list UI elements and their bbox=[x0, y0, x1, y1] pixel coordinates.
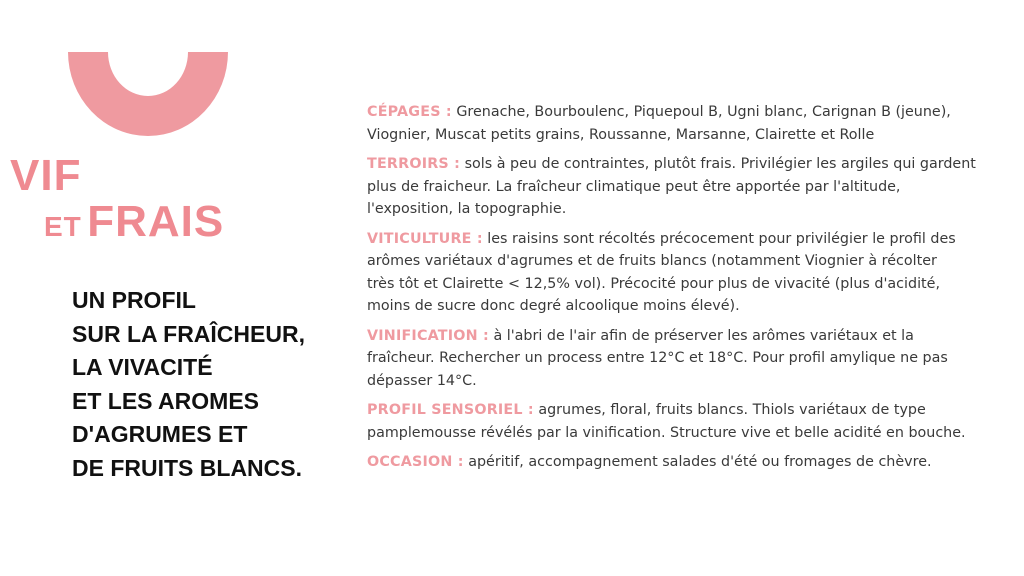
title-vif: VIF bbox=[10, 151, 82, 200]
title-et: ET bbox=[44, 211, 82, 242]
spec-label: VINIFICATION : bbox=[367, 327, 489, 344]
spec-text: fraîcheur. Rechercher un process entre 12°C et 18°C. Pour profil amylique ne pas bbox=[367, 350, 948, 366]
spec-label: VITICULTURE : bbox=[367, 230, 483, 247]
spec-vinification bbox=[367, 325, 1007, 393]
profile-heading-line: SUR LA FRAÎCHEUR, bbox=[72, 320, 305, 347]
spec-list bbox=[367, 101, 1007, 481]
spec-text: très tôt et Clairette < 12,5% vol). Précocité pour plus de vivacité (plus d'acidité, bbox=[367, 275, 940, 292]
spec-label: PROFIL SENSORIEL : bbox=[367, 402, 534, 418]
profile-heading-line: LA VIVACITÉ bbox=[72, 354, 213, 380]
spec-label: CÉPAGES : bbox=[367, 104, 452, 120]
spec-text: moins de sucre donc degré alcoolique moins élevé). bbox=[367, 298, 740, 314]
spec-profil-sensoriel bbox=[367, 399, 1007, 444]
profile-heading-line: ET LES AROMES bbox=[72, 387, 259, 414]
spec-text: apéritif, accompagnement salades d'été ou fromages de chèvre. bbox=[468, 454, 932, 470]
pink-arc-graphic bbox=[68, 52, 228, 136]
spec-text: l'exposition, la topographie. bbox=[367, 201, 567, 217]
spec-label: OCCASION : bbox=[367, 454, 464, 470]
spec-occasion bbox=[367, 451, 1007, 474]
spec-text: pamplemousse révélés par la vinification. Structure vive et belle acidité en bouche. bbox=[367, 424, 966, 441]
spec-text: arômes variétaux d'agrumes et de fruits blancs (notamment Viognier à récolter bbox=[367, 253, 937, 269]
profile-heading-line: DE FRUITS BLANCS. bbox=[72, 454, 302, 481]
title-frais: FRAIS bbox=[87, 197, 225, 246]
spec-text: Grenache, Bourboulenc, Piquepoul B, Ugni blanc, Carignan B (jeune), bbox=[456, 104, 951, 120]
spec-cepages bbox=[367, 101, 1007, 146]
spec-text: plus de fraicheur. La fraîcheur climatique peut être apportée par l'altitude, bbox=[367, 178, 901, 195]
spec-text: agrumes, floral, fruits blancs. Thiols variétaux de type bbox=[538, 402, 926, 418]
spec-label: TERROIRS : bbox=[367, 156, 461, 172]
spec-text: Viognier, Muscat petits grains, Roussanne, Marsanne, Clairette et Rolle bbox=[367, 126, 875, 143]
profile-heading bbox=[72, 284, 305, 485]
title-et-frais bbox=[44, 196, 224, 258]
spec-text: à l'abri de l'air afin de préserver les arômes variétaux et la bbox=[493, 327, 914, 344]
profile-heading-line: UN PROFIL bbox=[72, 287, 196, 313]
spec-viticulture bbox=[367, 228, 1007, 318]
spec-text: sols à peu de contraintes, plutôt frais. Privilégier les argiles qui gardent bbox=[464, 156, 976, 172]
spec-terroirs bbox=[367, 153, 1007, 221]
spec-text: les raisins sont récoltés précocement pour privilégier le profil des bbox=[487, 230, 956, 247]
profile-heading-line: D'AGRUMES ET bbox=[72, 421, 248, 447]
spec-text: dépasser 14°C. bbox=[367, 372, 477, 389]
